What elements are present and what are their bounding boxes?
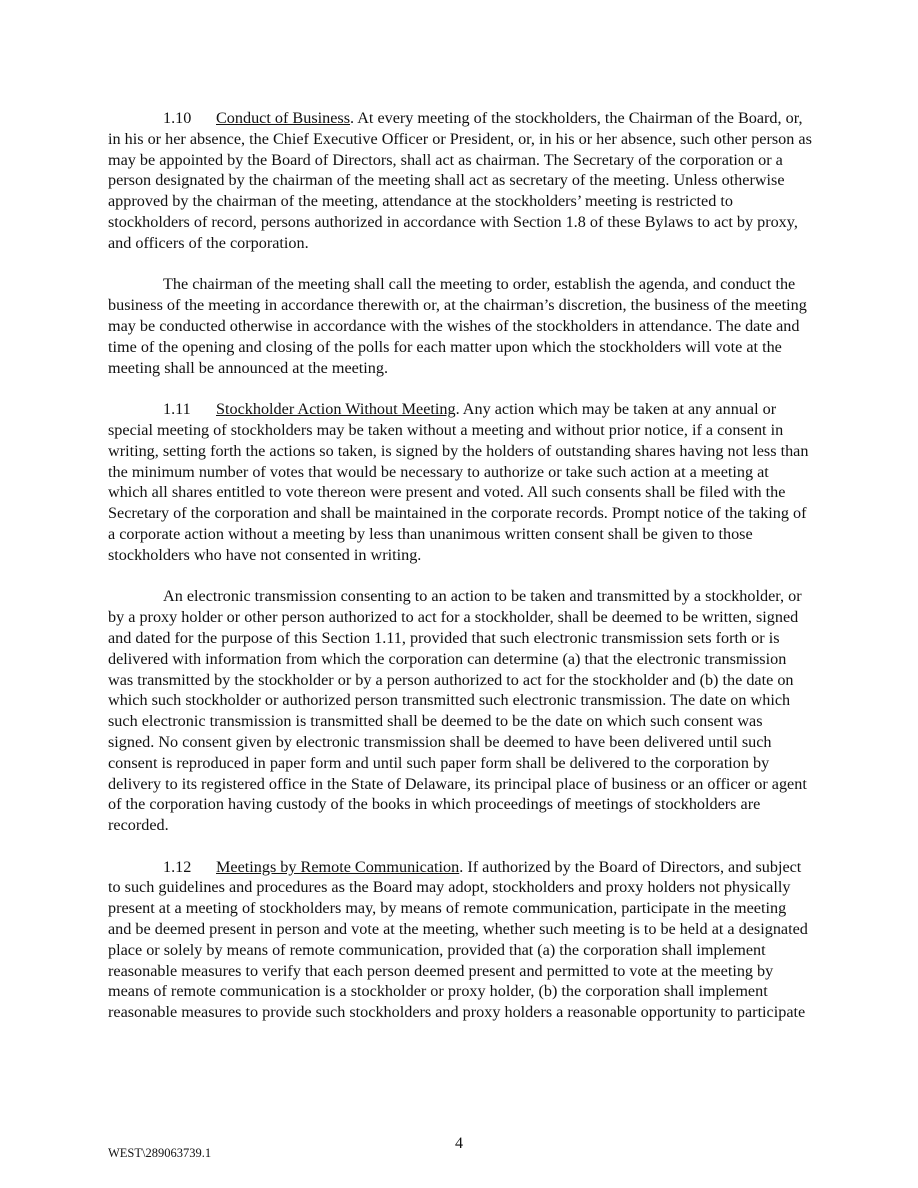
paragraph-text: Any action which may be taken at any annual or special meeting of stockholders may be taken without a meeting and without prior notice, if a consent in writing, setting forth the actions so taken, is signed by the holders of outstanding shares having not less than the minimum number of votes that would be necessary to authorize or take such action at a meeting at which all shares entitled to vote thereon were present and voted. All such consents shall be filed with the Secretary of the corporation and shall be maintained in the corporate records. Prompt notice of the taking of a corporate action without a meeting by less than unanimous written consent shall be given to those stockholders who have not consented in writing. — [108, 400, 809, 564]
document-id: WEST\289063739.1 — [108, 1146, 212, 1160]
section-heading: Meetings by Remote Communication — [216, 857, 460, 876]
section-number: 1.11 — [163, 400, 191, 419]
section-number: 1.10 — [163, 109, 192, 127]
section-1-12-paragraph: 1.12 Meetings by Remote Communication. If authorized by the Board of Directors, and subject to such guidelines and procedures as the Board may adopt, stockholders and proxy holders not physically present at a meeting of stockholders may, by means of remote communication, participate in the meeting and be deemed present in person and vote at the meeting, whether such meeting is to be held at a designated place or solely by means of remote communication, provided that (a) the corporation shall implement reasonable measures to verify that each person deemed present and permitted to vote at the meeting by means of remote communication is a stockholder or proxy holder, (b) the corporation shall implement reasonable measures to provide such stockholders and proxy holders a reasonable opportunity to participate — [108, 857, 808, 1022]
paragraph-text: The chairman of the meeting shall call the meeting to order, establish the agenda, and conduct the business of the meeting in accordance therewith or, at the chairman’s discretion, the business of the meeting may be conducted otherwise in accordance with the wishes of the stockholders in attendance. The date and time of the opening and closing of the polls for each matter upon which the stockholders will vote at the meeting shall be announced at the meeting. — [108, 275, 807, 377]
page-number: 4 — [455, 1135, 463, 1152]
section-number: 1.12 — [163, 857, 192, 876]
section-1-10-paragraph: 1.10 Conduct of Business. At every meeting of the stockholders, the Chairman of the Board, or, in his or her absence, the Chief Executive Officer or President, or, in his or her absence, such other person as may be appointed by the Board of Directors, shall act as chairman. The Secretary of the corporation or a person designated by the chairman of the meeting shall act as secretary of the meeting. Unless otherwise approved by the chairman of the meeting, attendance at the stockholders’ meeting is restricted to stockholders of record, persons authorized in accordance with Section 1.8 of these Bylaws to act by proxy, and officers of the corporation. — [108, 109, 812, 252]
paragraph-text: If authorized by the Board of Directors, and subject to such guidelines and procedures as the Board may adopt, stockholders and proxy holders not physically present at a meeting of stockholders may, by means of remote communication, participate in the meeting and be deemed present in person and vote at the meeting, whether such meeting is to be held at a designated place or solely by means of remote communication, provided that (a) the corporation shall implement reasonable measures to verify that each person deemed present and permitted to vote at the meeting by means of remote communication is a stockholder or proxy holder, (b) the corporation shall implement reasonable measures to provide such stockholders and proxy holders a reasonable opportunity to participate — [108, 857, 808, 1022]
section-heading: Conduct of Business — [216, 109, 350, 127]
paragraph-text: An electronic transmission consenting to an action to be taken and transmitted by a stockholder, or by a proxy holder or other person authorized to act for a stockholder, shall be deemed to be written, signed and dated for the purpose of this Section 1.11, provided that such electronic transmission sets forth or is delivered with information from which the corporation can determine (a) that the electronic transmission was transmitted by the stockholder or by a person authorized to act for the stockholder and (b) the date on which such stockholder or authorized person transmitted such electronic transmission. The date on which such electronic transmission is transmitted shall be deemed to be the date on which such consent was signed. No consent given by electronic transmission shall be deemed to have been delivered until such consent is reproduced in paper form and until such paper form shall be delivered to the corporation by delivery to its registered office in the State of Delaware, its principal place of business or an officer or agent of the corporation having custody of the books in which proceedings of meetings of stockholders are recorded. — [108, 587, 807, 835]
paragraph-text: At every meeting of the stockholders, the Chairman of the Board, or, in his or her absence, the Chief Executive Officer or President, or, in his or her absence, such other person as may be appointed by the Board of Directors, shall act as chairman. The Secretary of the corporation or a person designated by the chairman of the meeting shall act as secretary of the meeting. Unless otherwise approved by the chairman of the meeting, attendance at the stockholders’ meeting is restricted to stockholders of record, persons authorized in accordance with Section 1.8 of these Bylaws to act by proxy, and officers of the corporation. — [108, 109, 812, 252]
section-1-11-paragraph: 1.11 Stockholder Action Without Meeting. Any action which may be taken at any annual or special meeting of stockholders may be taken without a meeting and without prior notice, if a consent in writing, setting forth the actions so taken, is signed by the holders of outstanding shares having not less than the minimum number of votes that would be necessary to authorize or take such action at a meeting at which all shares entitled to vote thereon were present and voted. All such consents shall be filed with the Secretary of the corporation and shall be maintained in the corporate records. Prompt notice of the taking of a corporate action without a meeting by less than unanimous written consent shall be given to those stockholders who have not consented in writing. — [108, 400, 809, 564]
section-heading: Stockholder Action Without Meeting — [216, 400, 456, 419]
section-1-10-paragraph-2 — [108, 274, 812, 378]
section-1-11-paragraph-2 — [108, 586, 812, 836]
document-body — [108, 108, 812, 1044]
